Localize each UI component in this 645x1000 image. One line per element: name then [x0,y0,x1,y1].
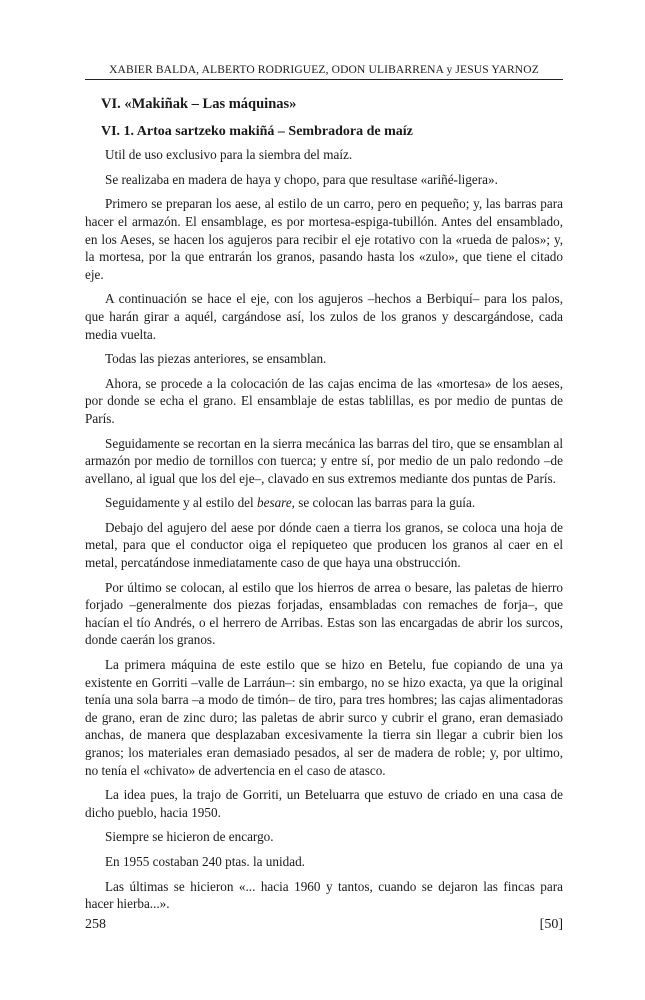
paragraph: Por último se colocan, al estilo que los hierros de arrea o besare, las paletas de hierro forjado –generalmente dos piezas forjadas, ensambladas con remaches de forja–, que hacían el tío Andrés, o el herrero de Arribas. Estas son las encargadas de abrir los surcos, donde caerán los granos. [85,579,563,648]
paragraph-besare [85,494,563,512]
paragraph: Se realizaba en madera de haya y chopo, para que resultase «ariñé-ligera». [105,171,498,187]
paragraph: En 1955 costaban 240 ptas. la unidad. [105,853,305,869]
paragraph: Todas las piezas anteriores, se ensamblan. [105,351,327,367]
page-body [85,96,563,920]
bracket-page-number: [50] [539,917,563,932]
page-number: 258 [85,917,106,932]
page-footer [85,917,563,933]
besare-text-after: se colocan las barras para la guía. [294,495,476,511]
section-title: VI. «Makiñak – Las máquinas» [101,96,297,112]
paragraph: A continuación se hace el eje, con los agujeros –hechos a Berbiquí– para los palos, que harán girar a aquél, cargándose así, los zulos de los granos y descargándose, cada media vuelta. [85,291,563,342]
paragraph: La idea pues, la trajo de Gorriti, un Beteluarra que estuvo de criado en una casa de dicho pueblo, hacia 1950. [85,787,563,820]
subsection-title: VI. 1. Artoa sartzeko makiñá – Sembradora de maíz [101,123,413,139]
paragraph: Las últimas se hicieron «... hacia 1960 y tantos, cuando se dejaron las fincas para hacer hierba...». [85,878,563,912]
paragraph: Siempre se hicieron de encargo. [105,829,274,845]
paragraph: La primera máquina de este estilo que se hizo en Betelu, fue copiando de una ya existente en Gorriti –valle de Larráun–: sin embargo, no se hizo exacta, ya que la original tenía una sola barra –a modo de timón– de tiro, para tres hombres; las cajas alimentadoras de grano, eran de zinc duro; las paletas de abrir surco y cubrir el grano, eran demasiado anchas, de manera que desplazaban excesivamente la tierra sin llegar a cubrir bien los granos; los materiales eran demasiado pesados, al ser de madera de roble; y, por ultimo, no tenía el «chivato» de advertencia en el caso de atasco. [85,657,563,778]
paragraph: Debajo del agujero del aese por dónde caen a tierra los granos, se coloca una hoja de metal, para que el conductor oiga el repiqueteo que producen los granos al caer en el metal, percatándose inmediatamente caso de que haya una obstrucción. [85,519,563,571]
paragraph: Seguidamente se recortan en la sierra mecánica las barras del tiro, que se ensamblan al armazón por medio de tornillos con tuerca; y entre sí, por medio de un palo redondo –de avellano, al igual que los del eje–, clavado en sus extremos mediante dos puntas de París. [85,435,563,486]
paragraph: Ahora, se procede a la colocación de las cajas encima de las «mortesa» de los aeses, por donde se echa el grano. El ensamblaje de estas tablillas, es por medio de puntas de París. [85,375,563,426]
besare-italic-word: besare, [257,495,295,511]
paragraph: Util de uso exclusivo para la siembra del maíz. [105,147,353,163]
running-header: XABIER BALDA, ALBERTO RODRIGUEZ, ODON ULIBARRENA y JESUS YARNOZ [85,64,563,80]
besare-text-before: Seguidamente y al estilo del [105,495,257,511]
paragraph: Primero se preparan los aese, al estilo de un carro, pero en pequeño; y, las barras para hacer el armazón. El ensamblage, es por mortesa-espiga-tubillón. Antes del ensamblado, en los Aeses, se hacen los agujeros para recibir el eje rotativo con la «rueda de palos»; y, la mortesa, por la que entrarán los granos, pasando hasta los «zulo», que tiene el citado eje. [85,196,563,282]
